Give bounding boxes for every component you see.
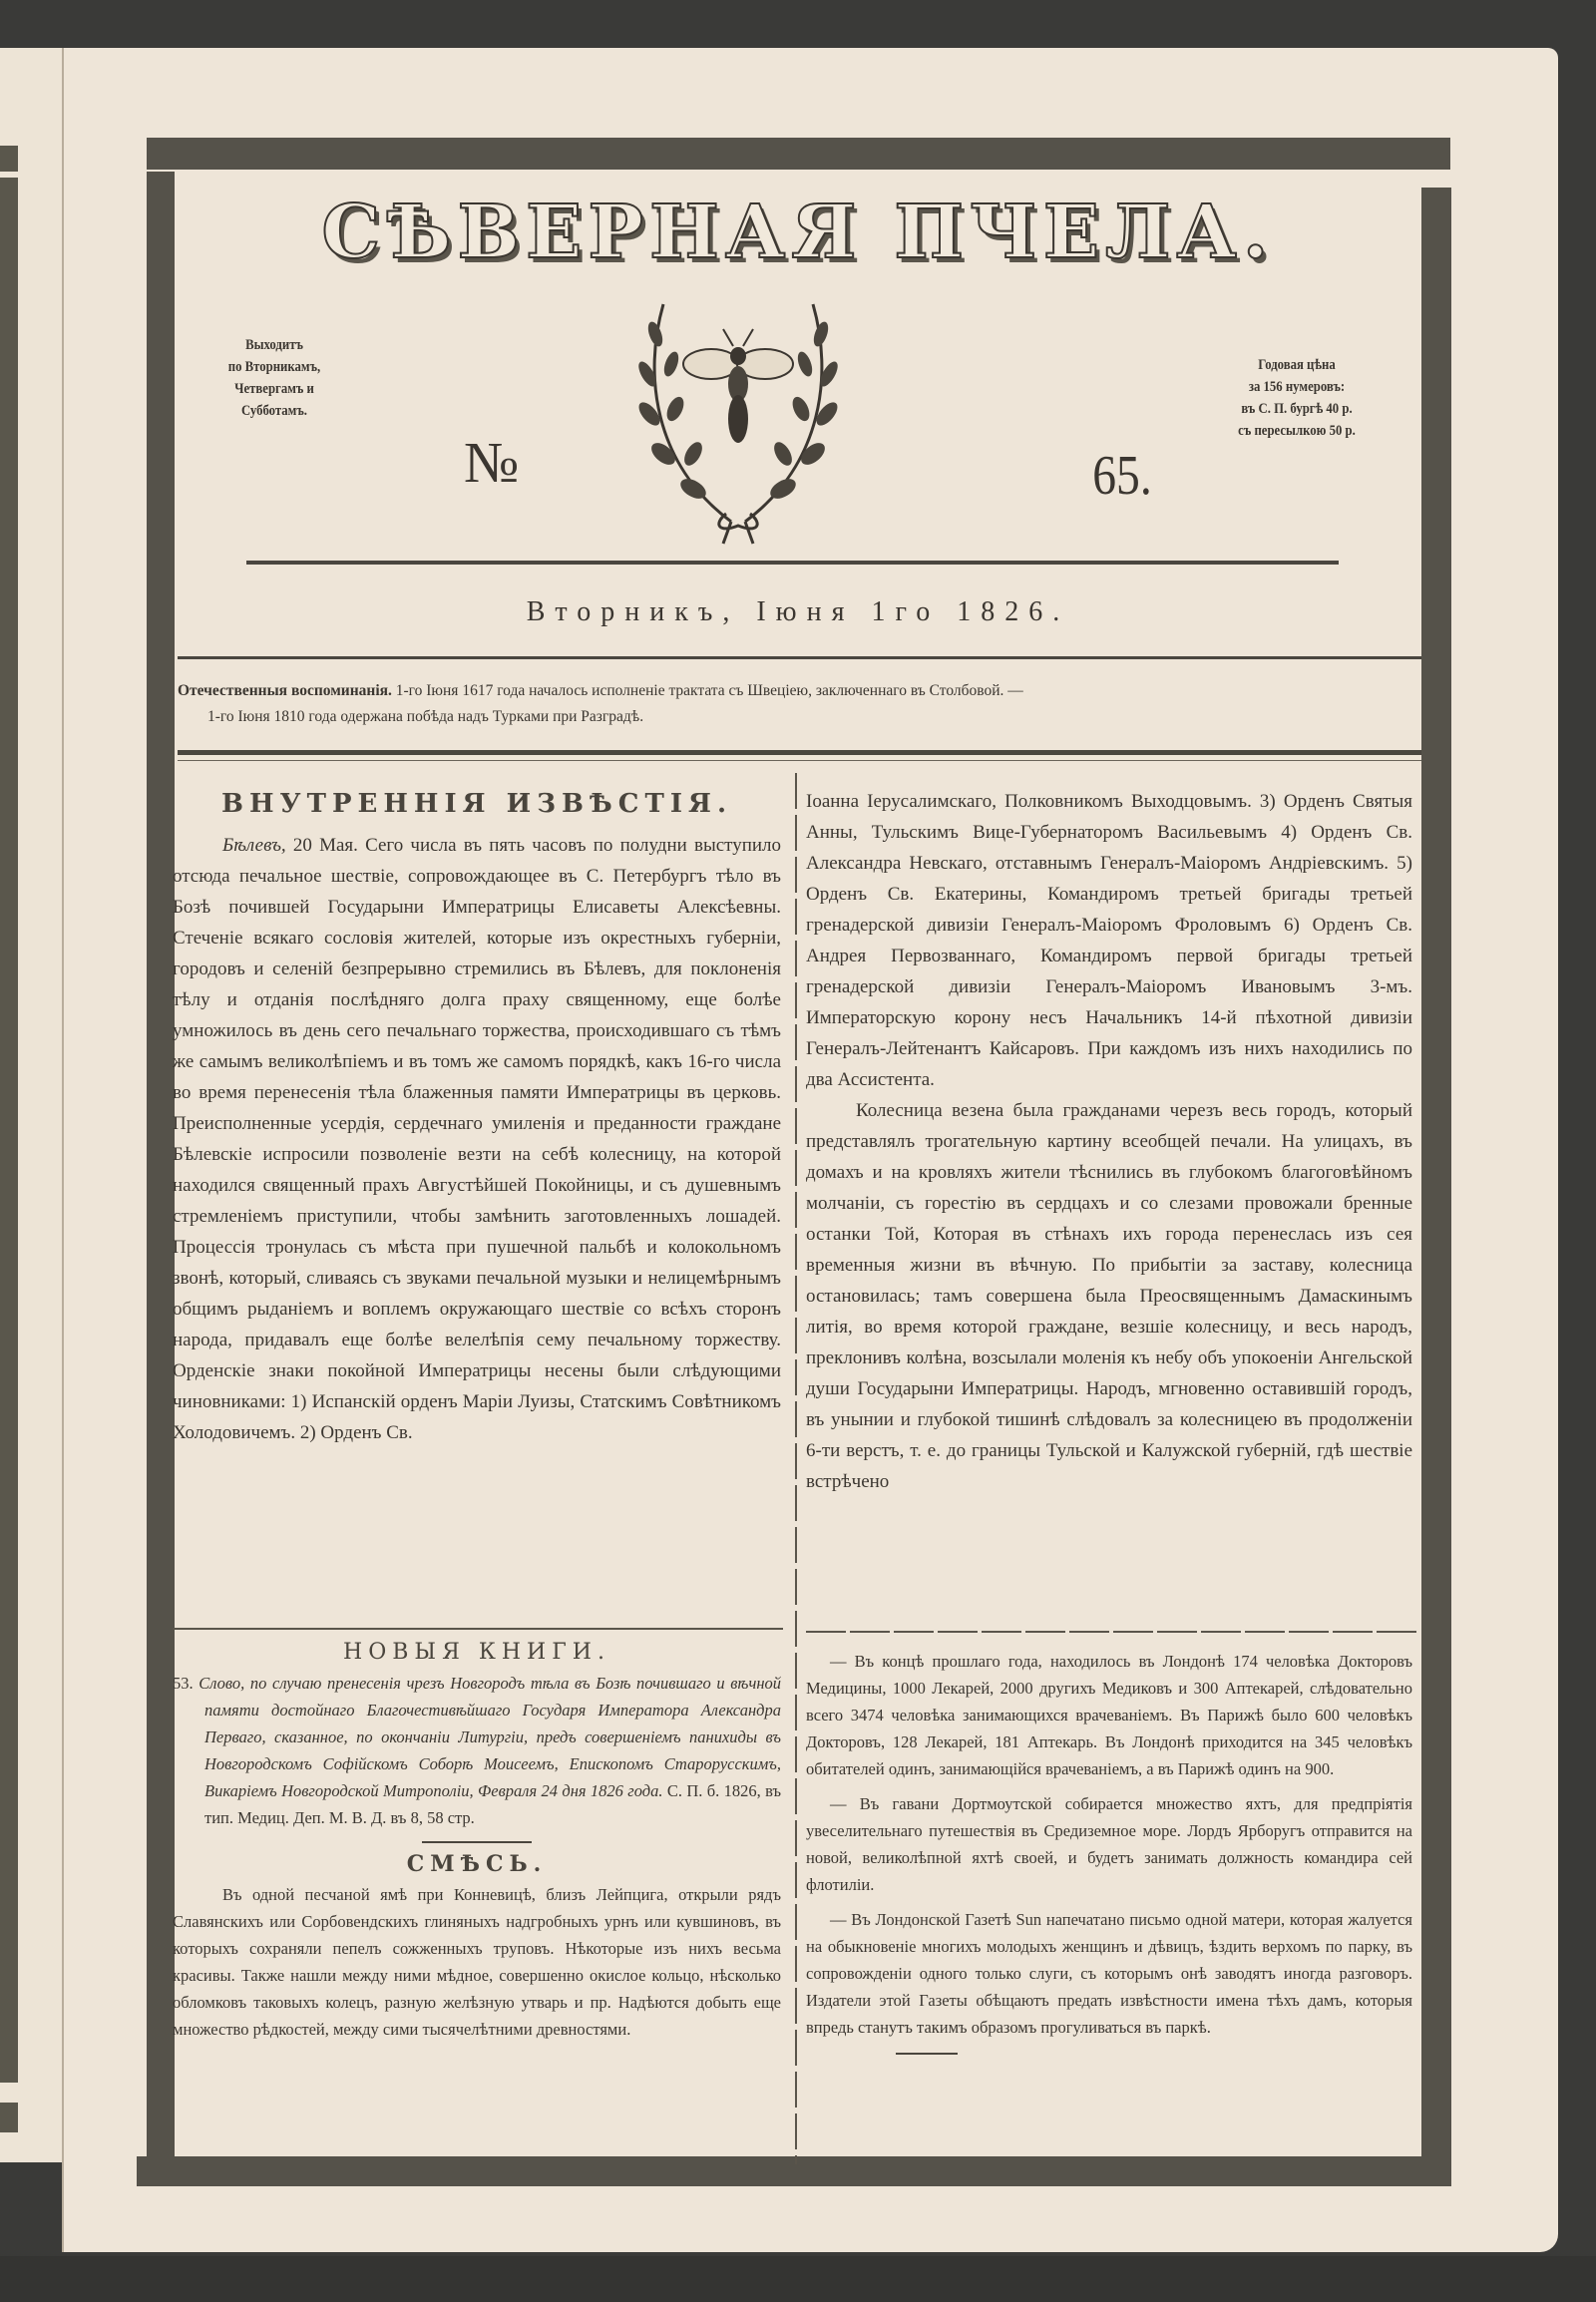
memorial-line-1 <box>178 678 1424 704</box>
heading-miscellany: СМѢСЬ. <box>406 1851 548 1877</box>
schedule-line: Выходитъ <box>245 337 303 353</box>
bee-laurel-emblem-icon <box>623 294 853 549</box>
column-divider <box>795 773 797 2164</box>
memorial-line-2: 1-го Іюня 1810 года одержана побѣда надъ Турками при Разградѣ. <box>207 708 644 725</box>
schedule-line: по Вторникамъ, <box>227 359 321 375</box>
memorial-text: 1-го Іюня 1617 года началось исполненіе трактата съ Швеціею, заключеннаго въ Столбовой. — <box>395 682 1023 699</box>
end-rule <box>896 2053 958 2055</box>
issue-number-sign: № <box>464 430 520 495</box>
memorial-lead: Отечественныя воспоминанія. <box>178 682 392 699</box>
book-entry-imprint: С. П. б. 1826, въ тип. Медиц. Деп. М. В. Д. въ 8, 58 стр. <box>204 1781 781 1827</box>
masthead-title: СѢВЕРНАЯ ПЧЕЛА. <box>321 190 1275 275</box>
frame-bottom <box>137 2156 1451 2186</box>
left-column-top <box>173 784 781 1448</box>
price-line: въ С. П. бургѣ 40 р. <box>1241 401 1353 417</box>
domestic-news-continuation: Іоанна Іерусалимскаго, Полковникомъ Выходцовымъ. 3) Орденъ Святыя Анны, Тульскимъ Вице-Губернаторомъ Васильевымъ 4) Орденъ Св. Александра Невскаго, отставнымъ Генералъ-Маіоромъ Андріевскимъ. 5) Орденъ Св. Екатерины, Командиромъ третьей бригады третьей гренадерской дивизіи Генералъ-Маіоромъ Фроловымъ 6) Орденъ Св. Андрея Первозваннаго, Командиромъ первой бригады третьей гренадерской дивизіи Генералъ-Маіоромъ Ивановымъ 3-мъ. Императорскую корону несъ Начальникъ 14-й пѣхотной дивизіи Генералъ-Лейтенантъ Кайсаровъ. При каждомъ изъ нихъ находились по два Ассистента. <box>806 791 1412 1090</box>
price-line: Годовая цѣна <box>1258 357 1336 373</box>
frame-right <box>1421 188 1451 2172</box>
book-entry-number: 53. <box>173 1674 194 1693</box>
heading-new-books: НОВЫЯ КНИГИ. <box>343 1640 610 1665</box>
frame-left <box>147 172 175 2156</box>
schedule-line: Субботамъ. <box>240 403 307 419</box>
left-column-bottom <box>173 1636 781 2043</box>
left-section-rule <box>173 1628 783 1630</box>
domestic-news-continuation-2: Колесница везена была гражданами черезъ весь городъ, который представлялъ трогательную картину всеобщей печали. На улицахъ, въ домахъ и на кровляхъ жители тѣснились въ глубокомъ благоговѣйномъ молчаніи, съ горестію въ сердцахъ и со слезами провожали бренные останки Той, Которая въ стѣнахъ ихъ города перенеслась изъ сея временныя жизни въ вѣчную. По прибытіи за заставу, колесница остановилась; тамъ совершена была Преосвященнымъ Дамаскинымъ литія, во время которой граждане, везшіе колесницу, и весь народъ, преклонивъ колѣна, возсылали моленія къ небу объ упокоеніи Ангельской души Государыни Императрицы. Народъ, мгновенно оставившій городъ, въ унынии и глубокой тишинѣ слѣдовалъ за колесницею въ продолженіи 6-ти верстъ, т. е. до границы Тульской и Калужской губерній, гдѣ шествіе встрѣчено <box>806 1100 1412 1492</box>
publication-schedule <box>202 334 347 422</box>
right-section-rule <box>806 1631 1416 1633</box>
news-item-sun-gazette: — Въ Лондонской Газетѣ Sun напечатано письмо одной матери, которая жалуется на обыкновеніе многихъ молодыхъ женщинъ и дѣвицъ, ѣздить верхомъ по парку, въ сопровожденіи одного только слуги, съ которымъ онѣ заводятъ иногда разговоръ. Издатели этой Газеты обѣщаютъ предать извѣстности имена тѣхъ дамъ, которыя впредь станутъ такимъ образомъ прогуливаться въ паркѣ. <box>806 1910 1412 2037</box>
frame-top <box>147 138 1450 170</box>
previous-page-frame-side <box>0 178 18 2083</box>
previous-page-frame-top <box>0 146 18 172</box>
domestic-news-text: 20 Мая. Сего числа въ пять часовъ по полудни выступило отсюда печальное шествіе, сопровождающее въ С. Петербургъ тѣло въ Бозѣ почившей Государыни Императрицы Елисаветы Алексѣевны. Стеченіе всякаго сословія жителей, которые изъ окрестныхъ губерніи, городовъ и селеній безпрерывно стремились въ Бѣлевъ, для поклоненія тѣлу и отданія послѣдняго долга праху священному, еще болѣе умножилось въ день сего печальнаго торжества, происходившаго съ тѣмъ же самымъ великолѣпіемъ и въ томъ же самомъ порядкѣ, какъ 16-го числа во время перенесенія тѣла блаженныя памяти Императрицы въ церковь. Преисполненные усердія, сердечнаго умиленія и преданности граждане Бѣлевскіе испросили позволеніе везти на себѣ колесницу, на которой находился священный прахъ Августѣйшей Покойницы, и съ душевнымъ стремленіемъ приступили, чтобы замѣнить заготовленныхъ лошадей. Процессія тронулась съ мѣста при пушечной пальбѣ и колокольномъ звонѣ, который, сливаясь съ звуками печальной музыки и нелицемѣрнымъ общимъ рыданіемъ и воплемъ окружающаго шествіе со всѣхъ сторонъ народа, придавалъ еще болѣе велелѣпія сему печальному торжеству. Орденскіе знаки покойной Императрицы несены были слѣдующими чиновниками: 1) Испанскій орденъ Маріи Луизы, Статскимъ Совѣтникомъ Холодовичемъ. 2) Орденъ Св. <box>173 835 782 1443</box>
scan-background-bottom <box>0 2256 1596 2302</box>
subscription-price <box>1216 354 1378 442</box>
masthead-rule <box>246 561 1339 565</box>
news-item-london-doctors: — Въ концѣ прошлаго года, находилось въ Лондонѣ 174 человѣка Докторовъ Медицины, 1000 Лекарей, 2000 другихъ Медиковъ и 300 Аптекарей, слѣдовательно всего 3474 человѣка занимающихся врачеваніемъ. Въ Парижѣ было 600 человѣкъ Докторовъ, 128 Лекарей, 181 Аптекарь. Въ Лондонѣ приходится на 345 человѣкъ обитателей одинъ, занимающійся врачеваніемъ, а въ Парижѣ одинъ на 900. <box>806 1652 1412 1778</box>
issue-date: Вторникъ, Іюня 1го 1826. <box>526 596 1070 627</box>
previous-page-frame-bottom <box>0 2103 18 2132</box>
news-item-dartmouth-yachts: — Въ гавани Дортмоутской собирается множество яхтъ, для предпріятія увеселительнаго путешествія въ Средиземное море. Лордъ Ярборугъ отправится на новой, великолѣпной яхтѣ своей, и будетъ занимать должность командира сей флотиліи. <box>806 1794 1412 1894</box>
book-entry-title: Слово, по случаю пренесенія чрезъ Новгородъ тѣла въ Бозѣ почившаго и вѣчной памяти достойнаго Благочестивѣйшаго Государя Императора Александра Перваго, сказанное, по окончаніи Литургіи, предъ совершеніемъ панихиды въ Новгородскомъ Софійскомъ Соборѣ Моисеемъ, Епископомъ Старорусскимъ, Викаріемъ Новгородской Митрополіи, Февраля 24 дня 1826 года. <box>199 1674 781 1800</box>
issue-number: 65. <box>1092 445 1152 507</box>
dateline: Бѣлевъ, <box>222 835 286 856</box>
section-rule <box>178 750 1421 755</box>
price-line: съ пересылкою 50 р. <box>1238 423 1356 439</box>
memorial-note <box>178 678 1424 730</box>
miscellany-paragraph: Въ одной песчаной ямѣ при Конневицѣ, близъ Лейпцига, открыли рядъ Славянскихъ или Сорбовендскихъ глиняныхъ надгробныхъ урнъ или кувшиновъ, въ которыхъ сохраняли пепелъ сожженныхъ труповъ. Нѣкоторые изъ нихъ весьма красивы. Также нашли между ними мѣдное, совершенно окислое кольцо, нѣсколько обломковъ таковыхъ колецъ, разную желѣзную утварь и пр. Надѣются добыть еще множество рѣдкостей, между сими тысячелѣтними древностями. <box>173 1885 781 2039</box>
right-column-top <box>806 786 1412 1497</box>
date-rule <box>178 656 1421 659</box>
short-rule <box>422 1841 532 1843</box>
schedule-line: Четвергамъ и <box>234 381 314 397</box>
book-entry <box>173 1670 781 1831</box>
domestic-news-paragraph <box>173 830 781 1448</box>
right-column-bottom <box>806 1648 1412 2055</box>
price-line: за 156 нумеровъ: <box>1248 379 1346 395</box>
previous-page-edge <box>0 48 62 2162</box>
section-rule-thin <box>178 760 1421 761</box>
heading-domestic-news: ВНУТРЕННІЯ ИЗВѢСТІЯ. <box>221 789 732 819</box>
